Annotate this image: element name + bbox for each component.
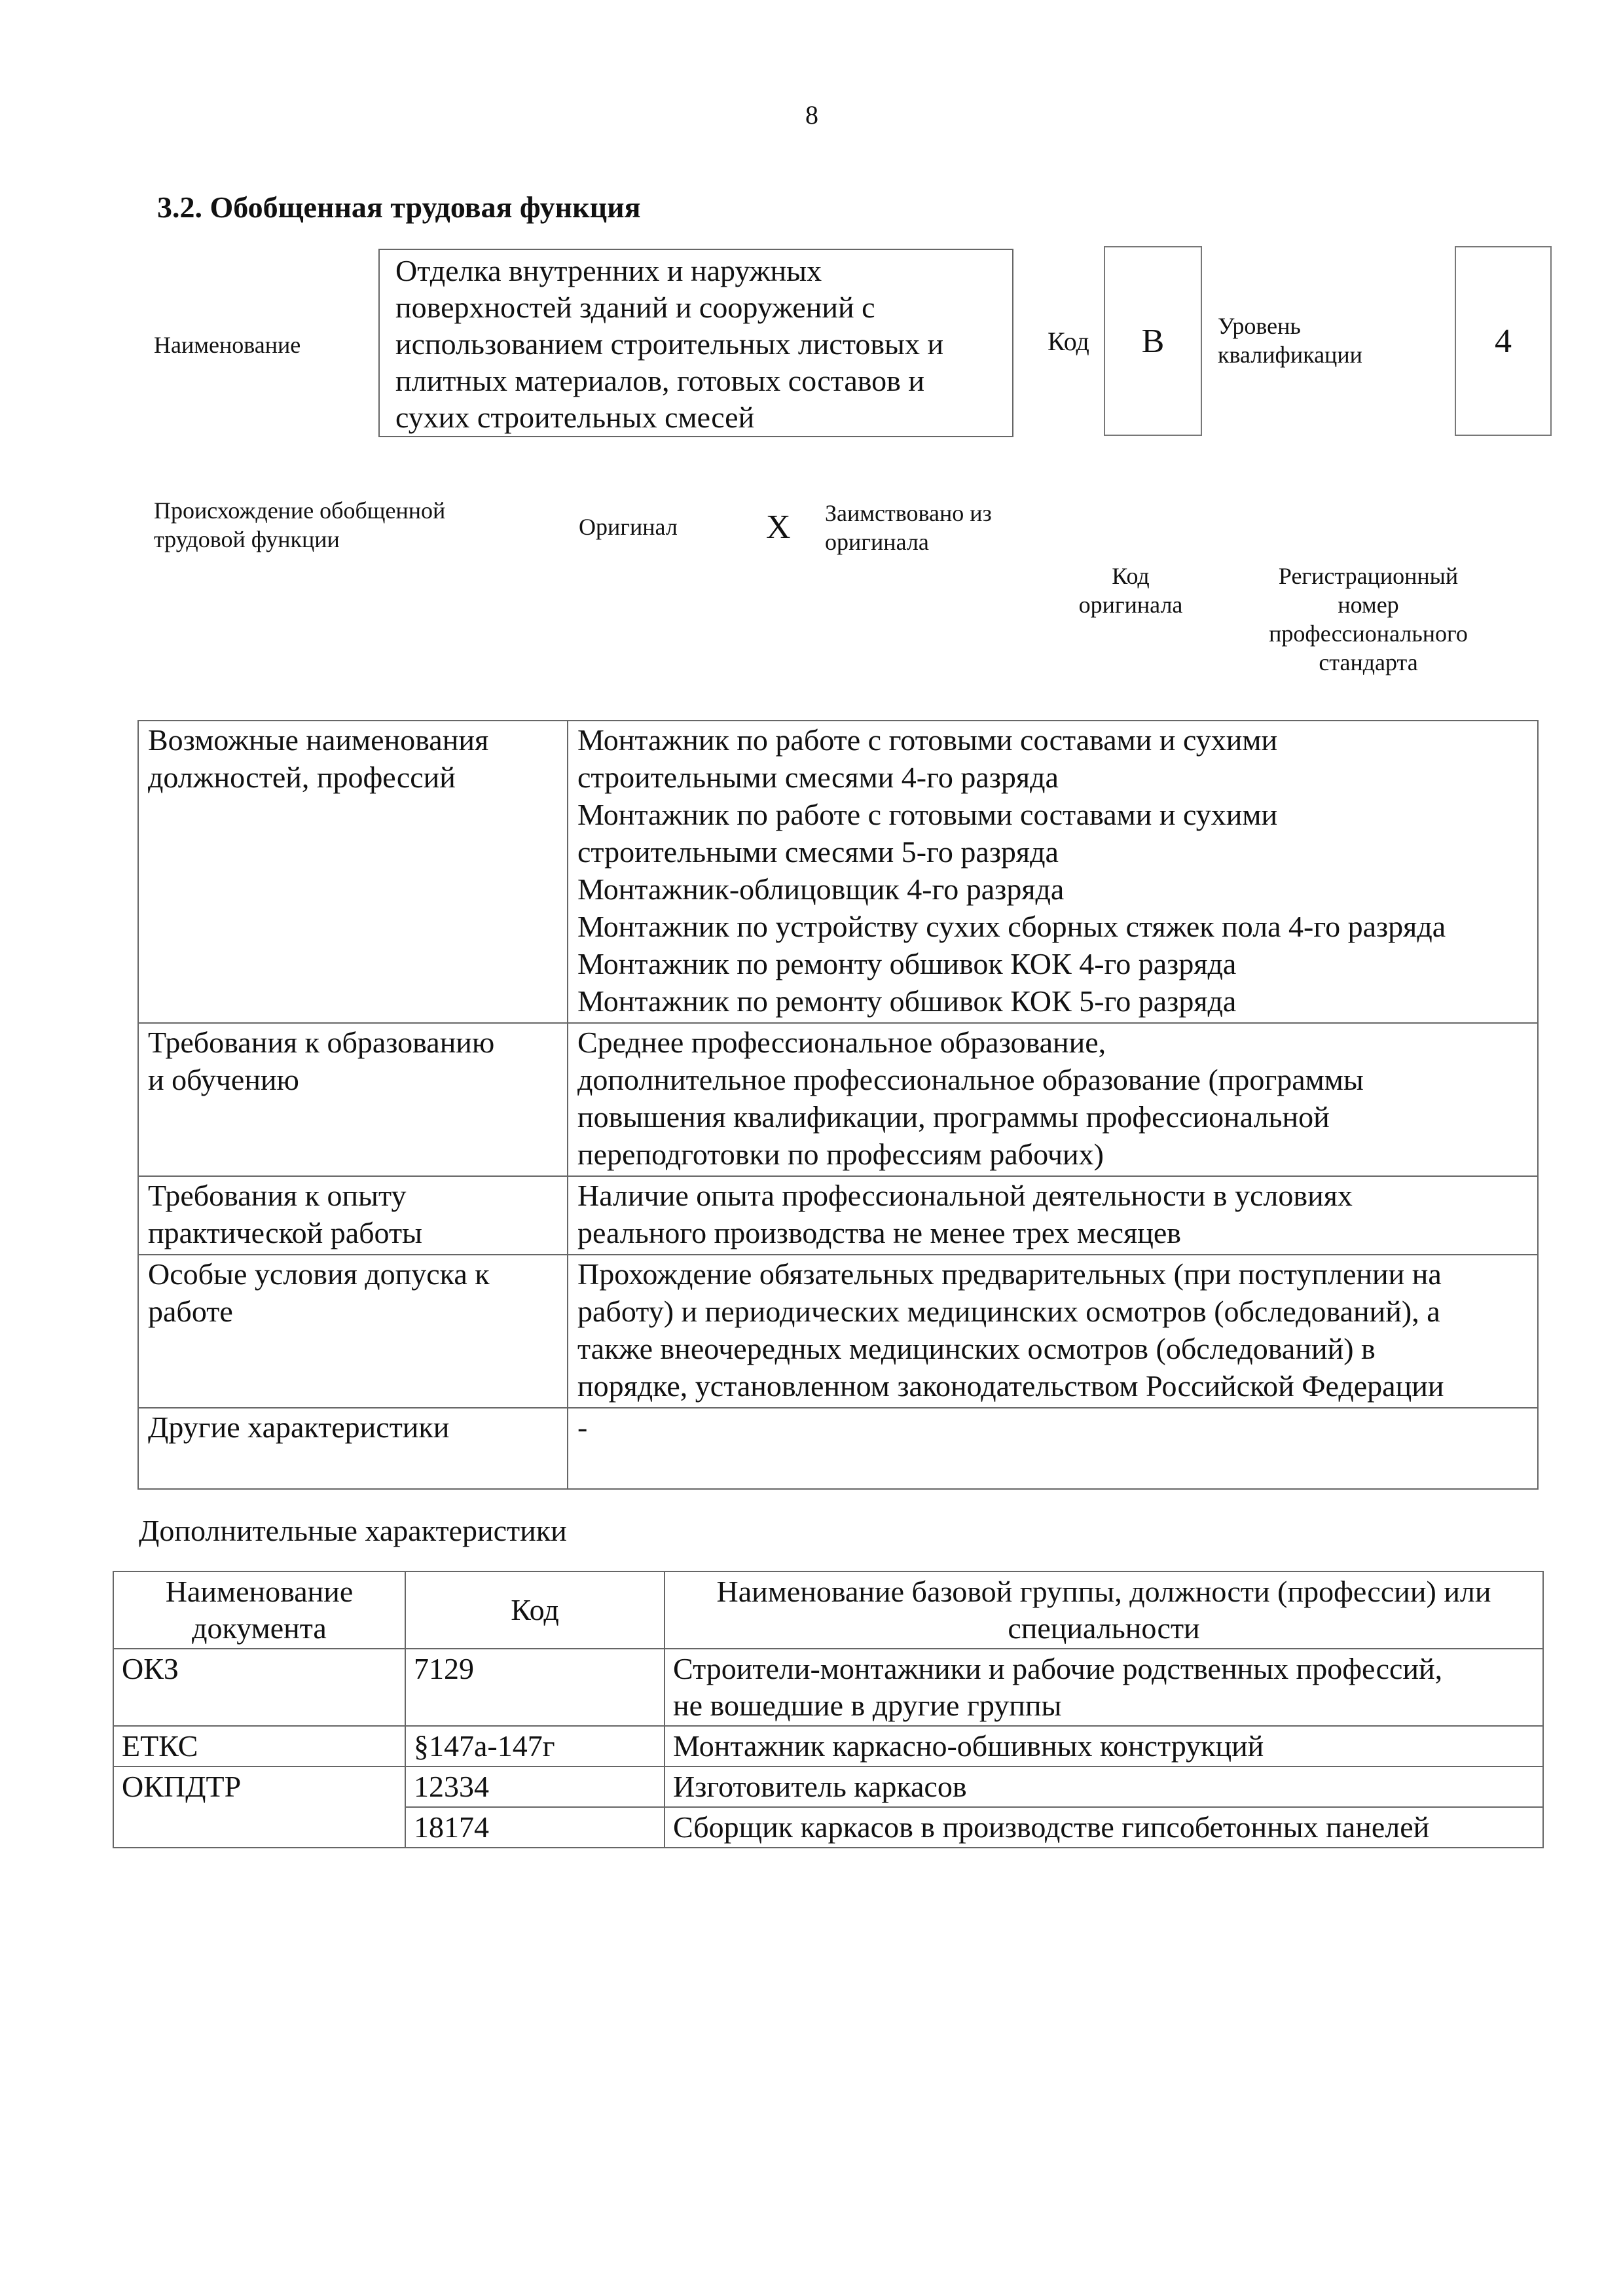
- key-line: должностей, профессий: [148, 761, 456, 794]
- code-cell: 18174: [405, 1807, 665, 1848]
- borrowed-label-line: Заимствовано из: [825, 500, 992, 526]
- borrowed-label-line: оригинала: [825, 529, 929, 555]
- header-line: специальности: [1008, 1611, 1200, 1645]
- document-cell: ОКЗ: [113, 1649, 405, 1726]
- level-label-line: квалификации: [1218, 342, 1362, 368]
- characteristics-table: [137, 720, 1539, 1490]
- value-line: Монтажник по ремонту обшивок КОК 5-го разряда: [577, 984, 1237, 1018]
- function-name-line: плитных материалов, готовых составов и: [395, 364, 925, 397]
- key-line: практической работы: [148, 1216, 422, 1249]
- characteristic-key: [138, 1176, 568, 1255]
- borrowed-label: [825, 499, 992, 556]
- value-line: дополнительное профессиональное образование (программы: [577, 1063, 1364, 1096]
- table-row: [138, 1176, 1538, 1255]
- characteristic-value: [568, 1255, 1538, 1408]
- value-line: повышения квалификации, программы профессиональной: [577, 1100, 1330, 1134]
- code-value-box: B: [1104, 246, 1202, 436]
- orig-code-line: оригинала: [1078, 592, 1183, 618]
- key-line: Требования к образованию: [148, 1026, 495, 1059]
- code-label: Код: [1048, 327, 1089, 356]
- original-code-label: [1062, 562, 1199, 619]
- key-line: и обучению: [148, 1063, 299, 1096]
- column-header-code: Код: [405, 1571, 665, 1649]
- origin-label-line: трудовой функции: [154, 526, 340, 552]
- group-name-line: Строители-монтажники и рабочие родственных профессий,: [673, 1652, 1443, 1685]
- key-line: Возможные наименования: [148, 723, 489, 757]
- original-label: Оригинал: [579, 514, 678, 540]
- value-line: Наличие опыта профессиональной деятельности в условиях: [577, 1179, 1353, 1212]
- table-row: [113, 1767, 1543, 1807]
- table-row: [138, 1255, 1538, 1408]
- group-name-cell: [665, 1649, 1543, 1726]
- table-row: [138, 1408, 1538, 1489]
- group-name-cell: Монтажник каркасно-обшивных конструкций: [665, 1726, 1543, 1767]
- characteristic-key: [138, 721, 568, 1023]
- extra-characteristics-table: [113, 1571, 1544, 1848]
- key-line: Другие характеристики: [148, 1410, 450, 1444]
- header-line: Наименование: [165, 1575, 354, 1608]
- group-name-cell: Изготовитель каркасов: [665, 1767, 1543, 1807]
- key-line: Особые условия допуска к: [148, 1257, 490, 1291]
- table-header-row: [113, 1571, 1543, 1649]
- origin-label: [154, 496, 445, 554]
- characteristic-value: [568, 721, 1538, 1023]
- orig-code-line: Код: [1112, 563, 1150, 589]
- value-line: также внеочередных медицинских осмотров (обследований) в: [577, 1332, 1376, 1365]
- table-row: [113, 1726, 1543, 1767]
- page-number: 8: [805, 100, 818, 130]
- code-cell: §147а-147г: [405, 1726, 665, 1767]
- document-cell: ЕТКС: [113, 1726, 405, 1767]
- characteristic-value: [568, 1408, 1538, 1489]
- function-name-line: использованием строительных листовых и: [395, 327, 944, 361]
- value-line: Среднее профессиональное образование,: [577, 1026, 1106, 1059]
- reg-number-line: стандарта: [1319, 649, 1418, 675]
- value-line: Монтажник по устройству сухих сборных стяжек пола 4-го разряда: [577, 910, 1446, 943]
- code-cell: 12334: [405, 1767, 665, 1807]
- registration-number-label: [1244, 562, 1493, 677]
- value-line: порядке, установленном законодательством Российской Федерации: [577, 1369, 1444, 1403]
- value-line: Монтажник по работе с готовыми составами и сухими: [577, 798, 1278, 831]
- reg-number-line: Регистрационный: [1278, 563, 1459, 589]
- function-name-box: [378, 249, 1013, 437]
- section-title: 3.2. Обобщенная трудовая функция: [157, 190, 641, 224]
- code-cell: 7129: [405, 1649, 665, 1726]
- value-line: Прохождение обязательных предварительных (при поступлении на: [577, 1257, 1442, 1291]
- key-line: Требования к опыту: [148, 1179, 407, 1212]
- origin-label-line: Происхождение обобщенной: [154, 497, 446, 524]
- key-line: работе: [148, 1295, 233, 1328]
- qualification-level-label: [1218, 312, 1362, 369]
- characteristic-key: [138, 1023, 568, 1176]
- characteristic-key: [138, 1408, 568, 1489]
- table-row: [138, 721, 1538, 1023]
- value-line: строительными смесями 4-го разряда: [577, 761, 1059, 794]
- name-label: Наименование: [154, 332, 301, 358]
- group-name-cell: Сборщик каркасов в производстве гипсобетонных панелей: [665, 1807, 1543, 1848]
- value-line: Монтажник-облицовщик 4-го разряда: [577, 872, 1065, 906]
- table-row: [138, 1023, 1538, 1176]
- value-line: переподготовки по профессиям рабочих): [577, 1138, 1104, 1171]
- value-line: строительными смесями 5-го разряда: [577, 835, 1059, 869]
- qualification-level-box: 4: [1455, 246, 1552, 436]
- table-row: [113, 1649, 1543, 1726]
- characteristic-value: [568, 1023, 1538, 1176]
- header-line: Наименование базовой группы, должности (профессии) или: [716, 1575, 1491, 1608]
- document-cell: ОКПДТР: [113, 1767, 405, 1848]
- value-line: реального производства не менее трех месяцев: [577, 1216, 1181, 1249]
- function-name-line: поверхностей зданий и сооружений с: [395, 291, 875, 324]
- header-line: документа: [192, 1611, 327, 1645]
- value-line: работу) и периодических медицинских осмотров (обследований), а: [577, 1295, 1440, 1328]
- reg-number-line: профессионального: [1269, 620, 1468, 647]
- original-check-mark: X: [766, 509, 791, 546]
- value-line: -: [577, 1410, 588, 1444]
- column-header-group: [665, 1571, 1543, 1649]
- value-line: Монтажник по ремонту обшивок КОК 4-го разряда: [577, 947, 1237, 980]
- value-line: Монтажник по работе с готовыми составами и сухими: [577, 723, 1278, 757]
- reg-number-line: номер: [1338, 592, 1399, 618]
- function-name-line: сухих строительных смесей: [395, 401, 755, 434]
- group-name-line: не вошедшие в другие группы: [673, 1689, 1062, 1722]
- characteristic-key: [138, 1255, 568, 1408]
- level-label-line: Уровень: [1218, 313, 1301, 339]
- function-name-line: Отделка внутренних и наружных: [395, 254, 822, 287]
- extra-characteristics-title: Дополнительные характеристики: [139, 1514, 567, 1547]
- column-header-document: [113, 1571, 405, 1649]
- characteristic-value: [568, 1176, 1538, 1255]
